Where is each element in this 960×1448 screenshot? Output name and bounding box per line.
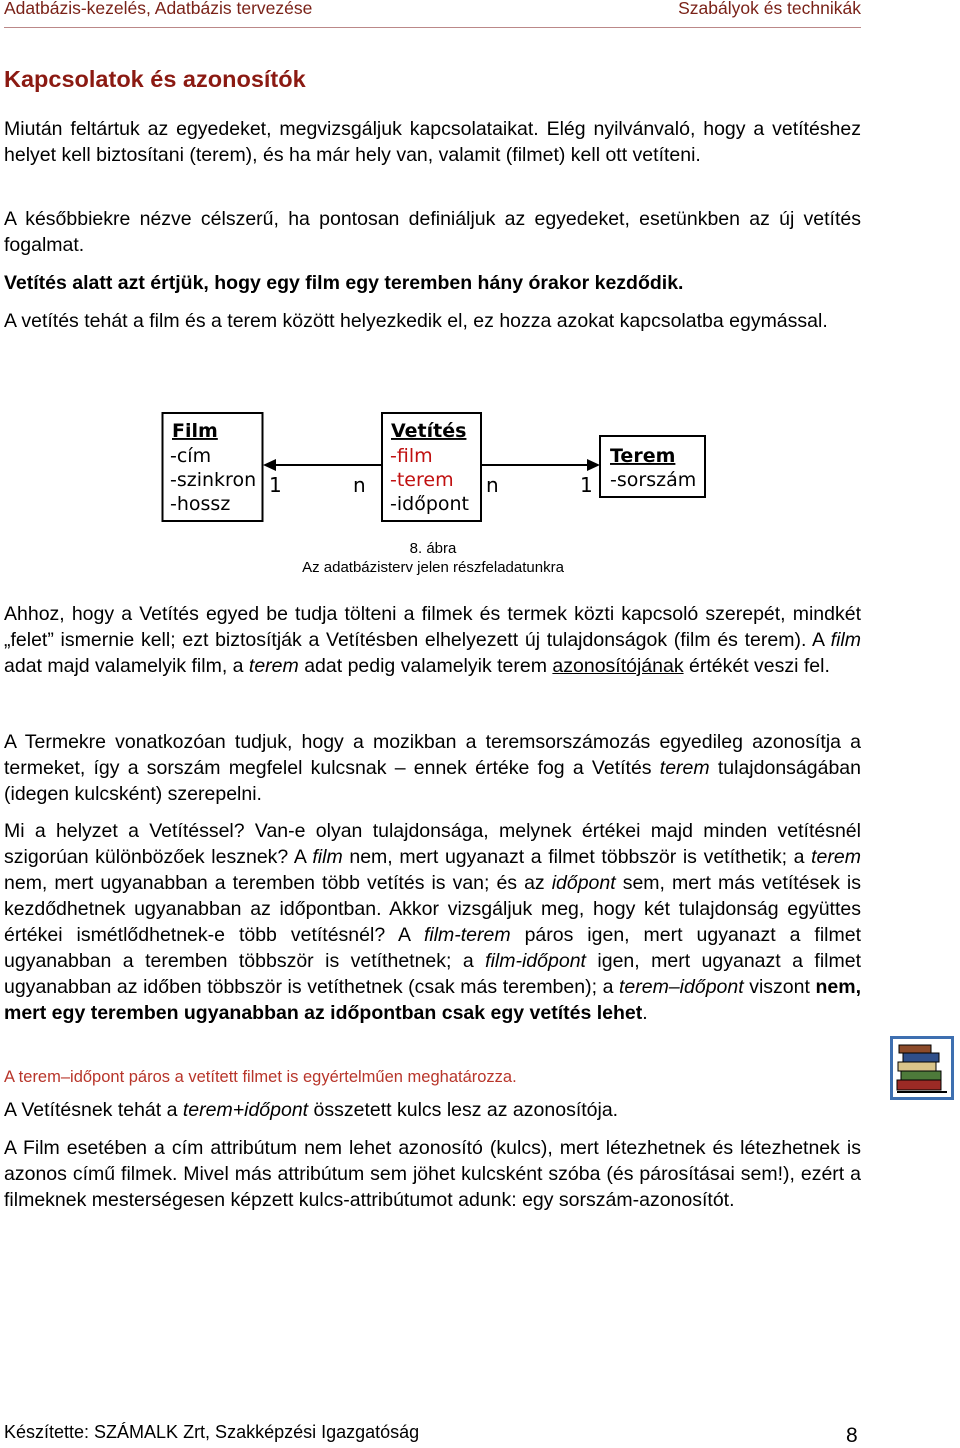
term-film: film: [830, 629, 861, 651]
entity-terem-title: Terem: [610, 445, 676, 467]
term-film: film: [312, 846, 343, 868]
entity-vetites-attr: -terem: [390, 469, 454, 491]
header-right: Szabályok és technikák: [678, 0, 861, 18]
paragraph-7: A Vetítésnek tehát a terem+időpont összetett kulcs lesz az azonosítója.: [4, 1099, 619, 1121]
page-number: 8: [846, 1424, 858, 1447]
cardinality-label: n: [353, 473, 366, 497]
entity-vetites-attr: -film: [390, 445, 433, 467]
cardinality-label: n: [486, 473, 499, 497]
entity-terem-attr: -sorszám: [610, 469, 697, 491]
paragraph-5: A Termekre vonatkozóan tudjuk, hogy a mozikban a teremsorszámozás egyedileg azonosítja a termeket, így a sorszám megfelel kulcsnak – ennek értéke fog a Vetítés terem tulajdonságában (idegen kulcsként) szerepelni.: [4, 731, 861, 805]
entity-vetites: [382, 413, 481, 521]
entity-terem: [600, 436, 705, 497]
term-film-idopont: film-időpont: [485, 950, 586, 972]
arrowhead-icon: [263, 459, 276, 471]
paragraph-definition: Vetítés alatt azt értjük, hogy egy film egy teremben hány órakor kezdődik.: [4, 272, 684, 294]
figure-caption: Az adatbázisterv jelen részfeladatunkra: [302, 559, 564, 576]
header-left: Adatbázis-kezelés, Adatbázis tervezése: [4, 0, 313, 18]
term-terem: terem: [811, 846, 861, 868]
er-diagram: [161, 408, 707, 530]
entity-film: [163, 413, 263, 521]
term-film-terem: film-terem: [423, 924, 511, 946]
term-terem: terem: [659, 757, 710, 779]
entity-vetites-title: Vetítés: [391, 420, 467, 442]
glossary-link[interactable]: azonosítójának: [552, 655, 684, 677]
term-composite-key: terem+időpont: [182, 1099, 309, 1121]
entity-film-attr: -hossz: [170, 493, 231, 515]
entity-film-attr: -cím: [170, 445, 212, 467]
relationship-film-vetites: [263, 459, 382, 471]
cardinality-label: 1: [269, 473, 282, 497]
arrowhead-icon: [587, 459, 600, 471]
entity-film-attr: -szinkron: [170, 469, 257, 491]
entity-film-title: Film: [172, 420, 218, 442]
relationship-vetites-terem: [481, 459, 600, 471]
term-idopont: időpont: [551, 872, 616, 894]
entity-vetites-attr: -időpont: [390, 493, 469, 515]
paragraph-3: A vetítés tehát a film és a terem között helyezkedik el, ez hozza azokat kapcsolatba egymással.: [4, 310, 828, 332]
paragraph-2: A későbbiekre nézve célszerű, ha pontosan definiáljuk az egyedeket, esetünkben az új vetítés fogalmat.: [4, 208, 861, 256]
books-icon: [890, 1036, 954, 1100]
paragraph-4: Ahhoz, hogy a Vetítés egyed be tudja tölteni a filmek és termek közti kapcsoló szerepét, mindkét „felet” ismernie kell; ezt biztosítják a Vetítésben elhelyezett új tulajdonságok (film és terem). A film adat majd valamelyik film, a terem adat pedig valamelyik terem azonosítójának értékét veszi fel.: [4, 603, 861, 677]
paragraph-1: Miután feltártuk az egyedeket, megvizsgáljuk kapcsolataikat. Elég nyilvánvaló, hogy a vetítéshez helyet kell biztosítani (terem), és ha már hely van, valamit (filmet) kell ott vetíteni.: [4, 118, 861, 166]
figure-number: 8. ábra: [409, 540, 457, 557]
highlight-note: A terem–időpont páros a vetített filmet is egyértelműen meghatározza.: [4, 1068, 517, 1086]
paragraph-8: A Film esetében a cím attribútum nem lehet azonosító (kulcs), mert létezhetnek és létezhetnek is azonos című filmek. Mivel más attribútum sem jöhet kulcsként szóba (és párosításai sem!), ezért a filmeknek mesterségesen képzett kulcs-attribútumot adunk: egy sorszám-azonosítót.: [4, 1137, 861, 1211]
cardinality-label: 1: [580, 473, 593, 497]
section-title: Kapcsolatok és azonosítók: [4, 66, 306, 92]
paragraph-6: Mi a helyzet a Vetítéssel? Van-e olyan tulajdonsága, melynek értékei majd minden vetítésnél szigorúan különbözőek lesznek? A film nem, mert ugyanazt a filmet többször is vetíthetik; a terem nem, mert ugyanabban a teremben több vetítés is van; és az időpont sem, mert más vetítések is kezdődhetnek ugyanabban az időpontban. Akkor vizsgáljuk meg, hogy két tulajdonság együttes értékei ismétlődhetnek-e több vetítésnél? A film-terem páros igen, mert ugyanazt a filmet ugyanabban a teremben többször is vetíthetnek; a film-időpont igen, mert ugyanazt a filmet ugyanabban az időben többször is vetíthetnek (csak más teremben); a terem–időpont viszont nem, mert egy teremben ugyanabban az időpontban csak egy vetítés lehet.: [4, 820, 861, 1024]
term-terem: terem: [248, 655, 299, 677]
emphasis-conclusion: nem, mert egy teremben ugyanabban az időpontban csak egy vetítés lehet: [4, 976, 861, 1024]
footer-author: Készítette: SZÁMALK Zrt, Szakképzési Igazgatóság: [4, 1422, 420, 1442]
header-divider: [4, 27, 861, 28]
term-terem-idopont: terem–időpont: [618, 976, 744, 998]
